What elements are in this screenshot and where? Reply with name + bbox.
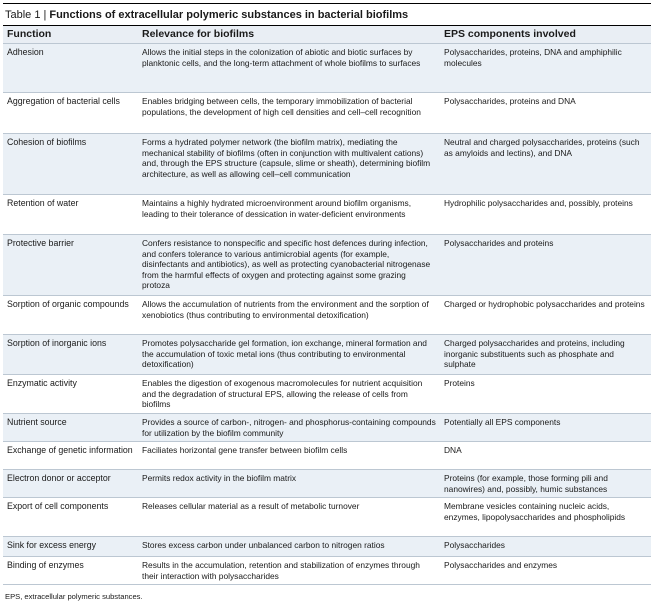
functions-table [3,25,651,585]
cell-components: Charged or hydrophobic polysaccharides and proteins [440,296,651,335]
cell-function: Aggregation of bacterial cells [3,93,138,134]
cell-components: Hydrophilic polysaccharides and, possibly, proteins [440,195,651,235]
cell-components: Polysaccharides and enzymes [440,557,651,585]
cell-components: Proteins (for example, those forming pili and nanowires) and, possibly, humic substances [440,470,651,498]
cell-components: Polysaccharides and proteins [440,235,651,296]
table-title [3,3,651,25]
cell-function: Retention of water [3,195,138,235]
cell-components: Membrane vesicles containing nucleic acids, enzymes, lipopolysaccharides and phospholipids [440,498,651,537]
cell-components: Potentially all EPS components [440,414,651,442]
column-header-components: EPS components involved [440,26,651,44]
table-row [3,442,651,470]
cell-function: Sorption of inorganic ions [3,335,138,375]
table-row [3,296,651,335]
cell-function: Binding of enzymes [3,557,138,585]
cell-function: Nutrient source [3,414,138,442]
cell-components: Proteins [440,375,651,414]
cell-function: Enzymatic activity [3,375,138,414]
table-row [3,235,651,296]
cell-relevance: Permits redox activity in the biofilm matrix [138,470,440,498]
table-row [3,335,651,375]
table-title-text: Functions of extracellular polymeric substances in bacterial biofilms [49,8,409,21]
table-label: Table 1 [5,8,41,21]
cell-function: Protective barrier [3,235,138,296]
table-row [3,498,651,537]
table-row [3,44,651,93]
cell-function: Sorption of organic compounds [3,296,138,335]
cell-relevance: Allows the initial steps in the colonization of abiotic and biotic surfaces by planktonic cells, and the long-term attachment of whole biofilms to surfaces [138,44,440,93]
cell-relevance: Promotes polysaccharide gel formation, ion exchange, mineral formation and the accumulation of toxic metal ions (thus contributing to environmental detoxification) [138,335,440,375]
cell-relevance: Stores excess carbon under unbalanced carbon to nitrogen ratios [138,537,440,557]
table-row [3,375,651,414]
cell-relevance: Enables the digestion of exogenous macromolecules for nutrient acquisition and the degradation of structural EPS, allowing the release of cells from biofilms [138,375,440,414]
cell-components: Polysaccharides, proteins and DNA [440,93,651,134]
table-row [3,537,651,557]
column-header-function: Function [3,26,138,44]
cell-relevance: Allows the accumulation of nutrients from the environment and the sorption of xenobiotics (thus contributing to environmental detoxification) [138,296,440,335]
cell-relevance: Provides a source of carbon-, nitrogen- and phosphorus-containing compounds for utilization by the biofilm community [138,414,440,442]
cell-relevance: Faciliates horizontal gene transfer between biofilm cells [138,442,440,470]
table-row [3,195,651,235]
cell-function: Exchange of genetic information [3,442,138,470]
cell-relevance: Maintains a highly hydrated microenvironment around biofilm organisms, leading to their tolerance of dessication in water-deficient environments [138,195,440,235]
table-row [3,557,651,585]
cell-relevance: Results in the accumulation, retention and stabilization of enzymes through their interaction with polysaccharides [138,557,440,585]
cell-relevance: Enables bridging between cells, the temporary immobilization of bacterial populations, the development of high cell densities and cell–cell recognition [138,93,440,134]
cell-relevance: Confers resistance to nonspecific and specific host defences during infection, and confers tolerance to various antimicrobial agents (for example, disinfectants and antibiotics), as well as protecting cyanobacterial nitrogenase from the harmful effects of oxygen and protecting against some grazing protoza [138,235,440,296]
header-row [3,26,651,44]
title-separator: | [43,8,47,21]
cell-components: DNA [440,442,651,470]
cell-function: Electron donor or acceptor [3,470,138,498]
cell-relevance: Forms a hydrated polymer network (the biofilm matrix), mediating the mechanical stability of biofilms (often in conjunction with multivalent cations) and, through the EPS structure (capsule, slime or sheath), determining biofilm architecture, as well as allowing cell–cell communication [138,134,440,195]
cell-function: Sink for excess energy [3,537,138,557]
cell-function: Adhesion [3,44,138,93]
cell-components: Polysaccharides [440,537,651,557]
table-row [3,414,651,442]
cell-components: Charged polysaccharides and proteins, including inorganic substituents such as phosphate and sulphate [440,335,651,375]
cell-components: Neutral and charged polysaccharides, proteins (such as amyloids and lectins), and DNA [440,134,651,195]
cell-components: Polysaccharides, proteins, DNA and amphiphilic molecules [440,44,651,93]
cell-function: Export of cell components [3,498,138,537]
table-container [3,3,651,601]
table-footnote: EPS, extracellular polymeric substances. [5,592,143,601]
cell-relevance: Releases cellular material as a result of metabolic turnover [138,498,440,537]
table-row [3,93,651,134]
table-row [3,134,651,195]
table-row [3,470,651,498]
cell-function: Cohesion of biofilms [3,134,138,195]
column-header-relevance: Relevance for biofilms [138,26,440,44]
